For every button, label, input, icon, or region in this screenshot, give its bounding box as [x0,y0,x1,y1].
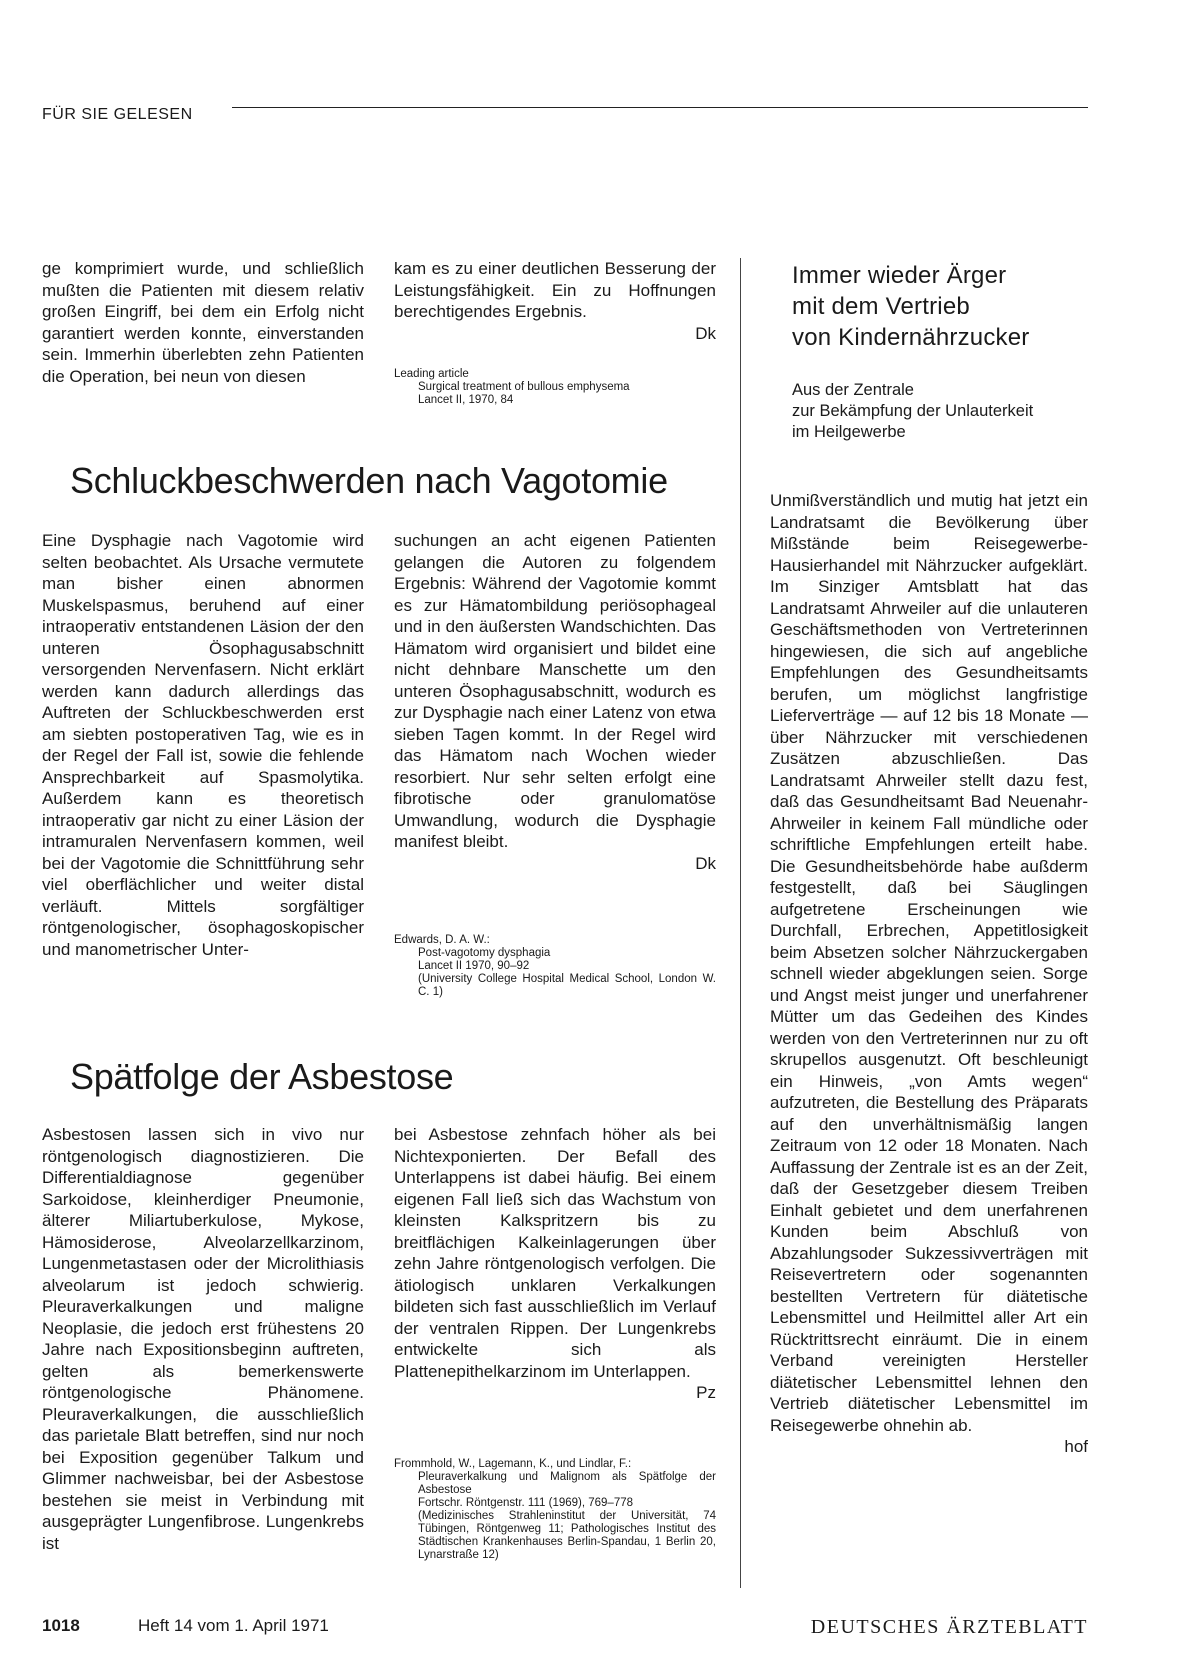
article3-col1 [42,1124,364,1554]
ref-source: Lancet II, 1970, 84 [418,394,514,406]
article2-col1-text: Eine Dysphagie nach Vagotomie wird selten beobachtet. Als Ursache vermutete man bisher einen abnormen Muskelspasmus, beruhend auf einer intraoperativ entstandenen Läsion der den unteren Ösophagusabschnitt versorgenden Nervenfasern. Nicht erklärt werden kann dadurch allerdings das Auftreten der Schluckbeschwerden erst am siebten postoperativen Tag, wie es in der Regel der Fall ist, sowie die fehlende Ansprechbarkeit auf Spasmolytika. Außerdem kann es theoretisch intraoperativ gar nicht zu einer Läsion der intramuralen Nervenfasern kommen, weil bei der Vagotomie die Schnittführung sehr viel oberflächlicher und weiter distal verläuft. Mittels sorgfältiger röntgenologischer, ösophagoskopischer und manometrischer Unter- [42,531,364,959]
article3-col2-text: bei Asbestose zehnfach höher als bei Nichtexponierten. Der Befall des Unterlappens ist dabei häufig. Bei einem eigenen Fall ließ sich das Wachstum von kleinsten Kalkspritzern bis zu breitflächigen Kalkeinlagerungen über zehn Jahre röntgenologisch verfolgen. Die ätiologisch unklaren Verkalkungen bildeten sich fast ausschließlich im Verlauf der ventralen Rippen. Der Lungenkrebs entwickelte sich als Plattenepithelkarzinom im Unterlappen. [394,1125,716,1381]
article1-col1 [42,258,364,387]
sidebar-subtitle-line: Aus der Zentrale [792,381,914,399]
page-number: 1018 [42,1616,80,1635]
sidebar-body [770,490,1088,1458]
ref-title: Surgical treatment of bullous emphysema [418,381,630,393]
article1-col1-text: ge komprimiert wurde, und schließlich mußten die Patienten mit diesem relativ großen Eingriff, bei dem ein Erfolg nicht garantiert werden konnte, einverstanden sein. Immerhin überlebten zehn Patienten die Operation, bei neun von diesen [42,259,364,386]
sidebar-title [792,260,1092,353]
ref-institution: (University College Hospital Medical School, London W. C. 1) [418,973,716,998]
article2-col1 [42,530,364,960]
article1-col2-text: kam es zu einer deutlichen Besserung der Leistungsfähigkeit. Ein zu Hoffnungen berechtigendes Ergebnis. [394,259,716,321]
header-rule [232,107,1088,108]
ref-source: Fortschr. Röntgenstr. 111 (1969), 769–778 [418,1497,634,1509]
sidebar-body-text: Unmißverständlich und mutig hat jetzt ein Landratsamt die Bevölkerung über Mißstände beim Reisegewerbe-Hausierhandel mit Nährzucker aufgeklärt. Im Sinziger Amtsblatt hat das Landratsamt Ahrweiler auf die unlauteren Geschäftsmethoden von Vertreterinnen hingewiesen, die sich auf angebliche Empfehlungen des Gesundheitsamts berufen, um möglichst langfristige Lieferverträge — auf 12 bis 18 Monate — über Nährzucker mit verschiedenen Zusätzen abzuschließen. Das Landratsamt Ahrweiler stellt dazu fest, daß das Gesundheitsamt Bad Neuenahr-Ahrweiler in keinem Fall mündliche oder schriftliche Empfehlungen erteilt habe. Die Gesundheitsbehörde habe außderm festgestellt, daß bei Säuglingen aufgetretene Erscheinungen wie Durchfall, Erbrechen, Appetitlosigkeit beim Absetzen solcher Nährzuckergaben schnell wieder abgeklungen seien. Sorge und Angst meist junger und unerfahrener Mütter um das Gedeihen des Kindes werden von den Vertreterinnen nur zu oft skrupellos ausgenutzt. Oft beschleunigt ein Hinweis, „von Amts wegen“ aufzutreten, die Bestellung des Präparats auf den unverhältnismäßig langen Zeitraum von 12 oder 18 Monaten. Nach Auffassung der Zentrale ist es an der Zeit, daß der Gesetzgeber diesem Treiben Einhalt gebietet und dem unerfahrenen Kunden beim Abschluß von Abzahlungsoder Sukzessivverträgen mit Reisevertretern oder sogenannten bestellten Vertretern für diätetische Lebensmittel und Heilmittel aller Art ein Rücktrittsrecht einräumt. Die in einem Verband vereinigten Hersteller diätetischer Lebensmittel lehnen den Vertrieb diätetischer Lebensmittel im Reisegewerbe ohnehin ab. [770,491,1088,1435]
article1-col2 [394,258,716,344]
article2-title: Schluckbeschwerden nach Vagotomie [70,460,668,501]
issue-info: Heft 14 vom 1. April 1971 [138,1616,329,1635]
article3-col2 [394,1124,716,1404]
article1-signature: Dk [695,323,716,343]
ref-author: Edwards, D. A. W.: [394,934,490,946]
article2-col2 [394,530,716,874]
article2-signature: Dk [695,853,716,873]
ref-source: Lancet II 1970, 90–92 [418,960,530,972]
article2-reference [394,934,716,999]
sidebar-subtitle [792,380,1092,443]
section-label: FÜR SIE GELESEN [42,106,193,123]
article1-reference [394,368,716,407]
column-divider [740,258,741,1588]
ref-institution: (Medizinisches Strahleninstitut der Universität, 74 Tübingen, Röntgenweg 11; Pathologisches Institut des Städtischen Krankenhauses Berlin-Spandau, 1 Berlin 20, Lynarstraße 12) [418,1510,716,1561]
journal-name: DEUTSCHES ÄRZTEBLATT [810,1616,1088,1638]
sidebar-title-line: von Kindernährzucker [792,324,1030,351]
ref-author: Frommhold, W., Lagemann, K., und Lindlar, F.: [394,1458,632,1470]
sidebar-subtitle-line: im Heilgewerbe [792,423,906,441]
article3-signature: Pz [696,1383,716,1402]
sidebar-subtitle-line: zur Bekämpfung der Unlauterkeit [792,402,1034,420]
ref-author: Leading article [394,368,469,380]
sidebar-title-line: Immer wieder Ärger [792,262,1007,289]
article3-reference [394,1458,716,1562]
sidebar-title-line: mit dem Vertrieb [792,293,970,320]
article2-col2-text: suchungen an acht eigenen Patienten gelangen die Autoren zu folgendem Ergebnis: Während der Vagotomie kommt es zur Hämatombildung periösophageal und in den äußersten Wandschichten. Das Hämatom wird organisiert und bildet eine nicht dehnbare Manschette um den unteren Ösophagusabschnitt, wodurch es zur Dysphagie nach einer Latenz von etwa sieben Tagen kommt. In der Regel wird das Hämatom nach Wochen wieder resorbiert. Nur sehr selten erfolgt eine fibrotische oder granulomatöse Umwandlung, wodurch die Dysphagie manifest bleibt. [394,531,716,851]
ref-title: Pleuraverkalkung und Malignom als Spätfolge der Asbestose [418,1471,716,1496]
article3-title: Spätfolge der Asbestose [70,1056,454,1097]
article3-col1-text: Asbestosen lassen sich in vivo nur röntgenologisch diagnostizieren. Die Differentialdiagnose gegenüber Sarkoidose, kleinherdiger Pneumonie, älterer Miliartuberkulose, Mykose, Hämosiderose, Alveolarzellkarzinom, Lungenmetastasen oder der Microlithiasis alveolarum ist jedoch schwierig. Pleuraverkalkungen und maligne Neoplasie, die jedoch erst frühestens 20 Jahre nach Expositionsbeginn auftreten, gelten als bemerkenswerte röntgenologische Phänomene. Pleuraverkalkungen, die ausschließlich das parietale Blatt betreffen, sind nur noch bei Exposition gegenüber Talkum und Glimmer nachweisbar, bei der Asbestose bestehen sie meist in Verbindung mit ausgeprägter Lungenfibrose. Lungenkrebs ist [42,1125,364,1553]
sidebar-signature: hof [1064,1437,1088,1456]
ref-title: Post-vagotomy dysphagia [418,947,551,959]
